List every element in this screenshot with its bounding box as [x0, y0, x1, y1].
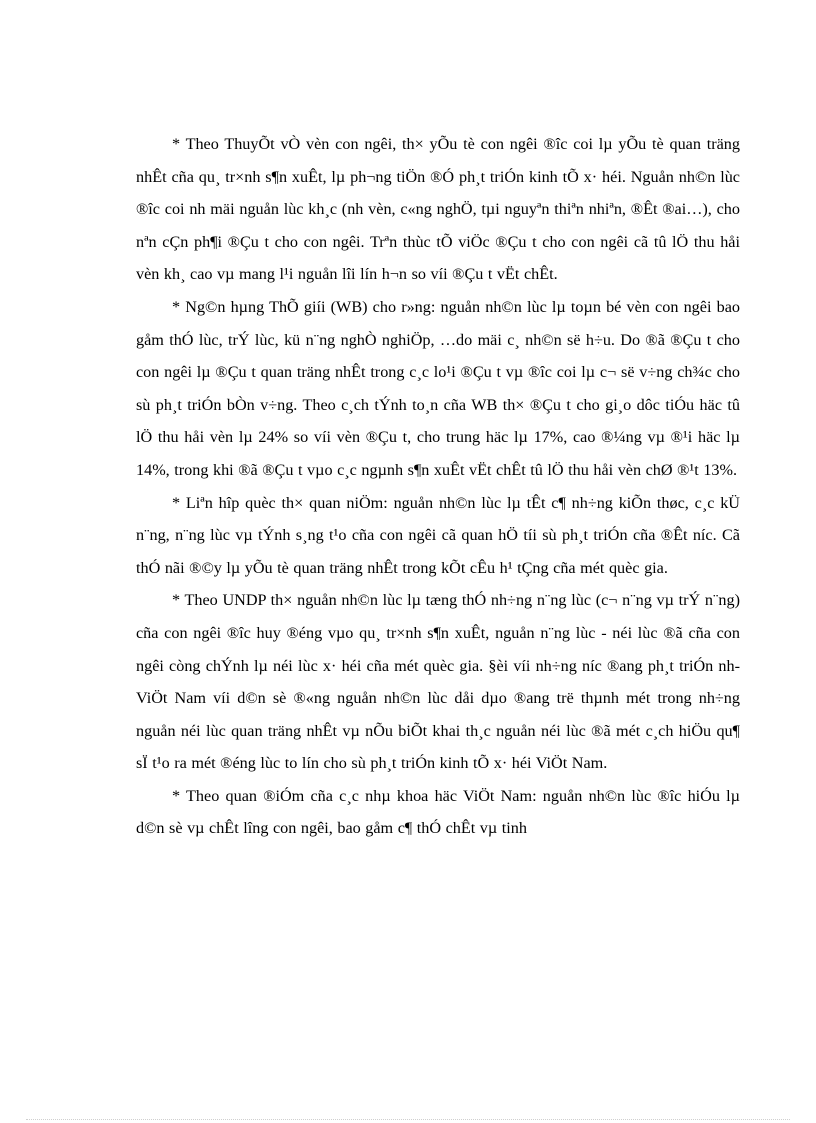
body-text: [136, 128, 740, 845]
paragraph-human-capital-theory: * Theo ThuyÕt vÒ vèn con ngêi, th× yÕu tè con ngêi ®îc coi lµ yÕu tè quan träng nhÊt cña qu¸ tr×nh s¶n xuÊt, lµ ph¬ng tiÖn ®Ó ph¸t triÓn kinh tÕ x· héi. Nguån nh©n lùc ®îc coi nh mäi nguån lùc kh¸c (nh vèn, c«ng nghÖ, tµi nguyªn thiªn nhiªn, ®Êt ®ai…), cho nªn cÇn ph¶i ®Çu t cho con ngêi. Trªn thùc tÕ viÖc ®Çu t cho con ngêi cã tû lÖ thu håi vèn kh¸ cao vµ mang l¹i nguån lîi lín h¬n so víi ®Çu t vËt chÊt.: [136, 135, 740, 284]
paragraph-vietnamese-scientists: * Theo quan ®iÓm cña c¸c nhµ khoa häc ViÖt Nam: nguån nh©n lùc ®îc hiÓu lµ d©n sè vµ chÊt lîng con ngêi, bao gåm c¶ thÓ chÊt vµ tinh: [136, 786, 740, 838]
paragraph-united-nations: * Liªn hîp quèc th× quan niÖm: nguån nh©n lùc lµ tÊt c¶ nh÷ng kiÕn thøc, c¸c kÜ n¨ng, n¨ng lùc vµ tÝnh s¸ng t¹o cña con ngêi cã quan hÖ tíi sù ph¸t triÓn cña ®Êt níc. Cã thÓ nãi ®©y lµ yÕu tè quan träng nhÊt trong kÕt cÊu h¹ tÇng cña mét quèc gia.: [136, 493, 740, 577]
paragraph-world-bank: * Ng©n hµng ThÕ giíi (WB) cho r»ng: nguån nh©n lùc lµ toµn bé vèn con ngêi bao gåm thÓ lùc, trÝ lùc, kü n¨ng nghÒ nghiÖp, …do mäi c¸ nh©n së h÷u. Do ®ã ®Çu t cho con ngêi lµ ®Çu t quan träng nhÊt trong c¸c lo¹i ®Çu t vµ ®îc coi lµ c¬ së v÷ng ch¾c cho sù ph¸t triÓn bÒn v÷ng. Theo c¸ch tÝnh to¸n cña WB th× ®Çu t cho gi¸o dôc tiÓu häc tû lÖ thu håi vèn lµ 24% so víi vèn ®Çu t, cho trung häc lµ 17%, cao ®¼ng vµ ®¹i häc lµ 14%, trong khi ®ã ®Çu t vµo c¸c ngµnh s¶n xuÊt vËt chÊt tû lÖ thu håi vèn chØ ®¹t 13%.: [136, 297, 740, 479]
page-bottom-divider: [26, 1119, 790, 1120]
paragraph-undp: * Theo UNDP th× nguån nh©n lùc lµ tæng thÓ nh÷ng n¨ng lùc (c¬ n¨ng vµ trÝ n¨ng) cña con ngêi ®îc huy ®éng vµo qu¸ tr×nh s¶n xuÊt, nguån n¨ng lùc - néi lùc ®ã cña con ngêi còng chÝnh lµ néi lùc x· héi cña mét quèc gia. §èi víi nh÷ng níc ®ang ph¸t triÓn nh ViÖt Nam víi d©n sè ®«ng nguån nh©n lùc dåi dµo ®ang trë thµnh mét trong nh÷ng nguån néi lùc quan träng nhÊt vµ nÕu biÕt khai th¸c nguån néi lùc ®ã mét c¸ch hiÖu qu¶ sÏ t¹o ra mét ®éng lùc to lín cho sù ph¸t triÓn kinh tÕ x· héi ViÖt Nam.: [136, 591, 740, 773]
